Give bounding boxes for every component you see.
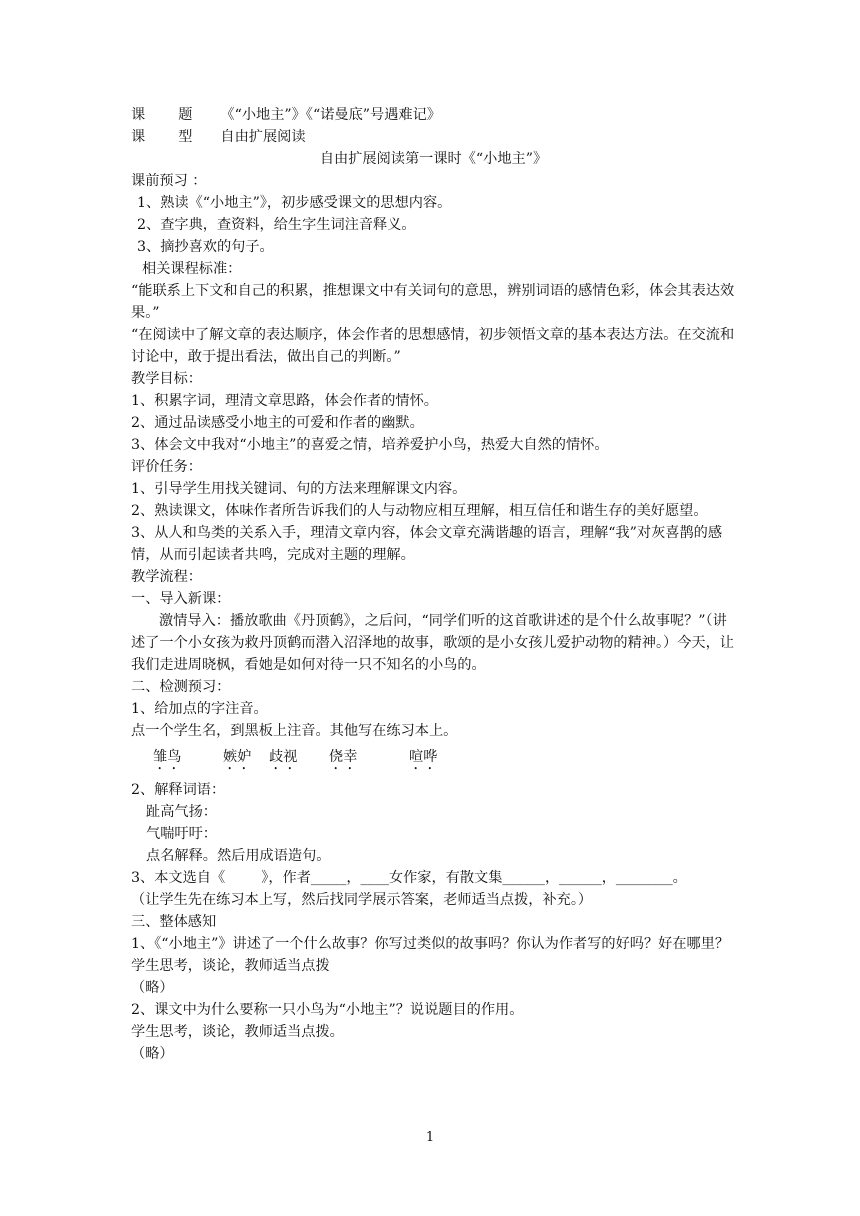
lesson-title: 自由扩展阅读第一课时《“小地主”》 xyxy=(319,151,548,167)
type-label-2: 型 xyxy=(178,129,193,145)
part2-q3-note: （让学生先在练习本上写，然后找同学展示答案，老师适当点拨，补充。） xyxy=(131,892,593,908)
part2-q1: 1、给加点的字注音。 xyxy=(131,701,268,717)
page-number: 1 xyxy=(425,1130,435,1145)
part2-q2: 2、解释词语： xyxy=(131,782,226,798)
type-label-1: 课 xyxy=(131,129,146,145)
pinyin-word-list xyxy=(131,746,736,773)
word-item: 嫉妒 xyxy=(223,749,252,765)
part2-q1-note: 点一个学生名，到黑板上注音。其他写在练习本上。 xyxy=(131,723,458,739)
type-value: 自由扩展阅读 xyxy=(220,129,306,145)
preview-item: 3、摘抄喜欢的句子。 xyxy=(137,239,274,255)
part2-q2-note: 点名解释。然后用成语造句。 xyxy=(146,848,331,864)
part1-heading: 一、导入新课： xyxy=(131,591,231,607)
word-item: 雏鸟 xyxy=(153,749,182,765)
task-item: 1、引导学生用找关键词、句的方法来理解课文内容。 xyxy=(131,481,467,497)
term-item: 气喘吁吁： xyxy=(146,826,217,842)
part3-q1: 1、《“小地主”》讲述了一个什么故事？你写过类似的故事吗？你认为作者写的好吗？好在哪里？ xyxy=(131,936,730,952)
goal-item: 3、体会文中我对“小地主”的喜爱之情，培养爱护小鸟，热爱大自然的情怀。 xyxy=(131,437,609,453)
part3-q1-note: 学生思考，谈论，教师适当点拨 xyxy=(131,958,330,974)
tasks-heading: 评价任务： xyxy=(131,459,202,475)
word-item: 侥幸 xyxy=(329,749,358,765)
part2-q3: 3、本文选自《 》，作者_____，____女作家，有散文集______，______，________。 xyxy=(131,870,687,886)
topic-label-2: 题 xyxy=(178,107,193,123)
preview-item: 2、查字典，查资料，给生字生词注音释义。 xyxy=(137,217,416,233)
task-item: 3、从人和鸟类的关系入手，理清文章内容，体会文章充满谐趣的语言，理解“我”对灰喜鹊的感情，从而引起读者共鸣，完成对主题的理解。 xyxy=(131,525,723,563)
preview-heading: 课前预习 ： xyxy=(131,173,207,189)
goal-item: 2、通过品读感受小地主的可爱和作者的幽默。 xyxy=(131,415,424,431)
topic-label-1: 课 xyxy=(131,107,146,123)
part3-heading: 三、整体感知 xyxy=(131,914,217,930)
topic-value: 《“小地主”》《“诺曼底”号遇难记》 xyxy=(220,107,441,123)
part3-q2-note: 学生思考，谈论，教师适当点拨。 xyxy=(131,1024,344,1040)
process-heading: 教学流程： xyxy=(131,569,202,585)
standards-quote-2: “在阅读中了解文章的表达顺序，体会作者的思想感情，初步领悟文章的基本表达方法。在交流和讨论中，敢于提出看法，做出自己的判断。” xyxy=(131,327,735,365)
goal-item: 1、积累字词，理清文章思路，体会作者的情怀。 xyxy=(131,393,438,409)
task-item: 2、熟读课文，体味作者所告诉我们的人与动物应相互理解，相互信任和谐生存的美好愿望。 xyxy=(131,503,708,519)
part2-heading: 二、检测预习： xyxy=(131,679,231,695)
document-body xyxy=(131,104,736,1065)
part3-q2: 2、课文中为什么要称一只小鸟为“小地主”？说说题目的作用。 xyxy=(131,1002,524,1018)
goals-heading: 教学目标： xyxy=(131,371,202,387)
part3-q2-answer: （略） xyxy=(131,1046,174,1062)
standards-quote-1: “能联系上下文和自己的积累，推想课文中有关词句的意思，辨别词语的感情色彩，体会其表达效果。” xyxy=(131,283,735,321)
word-item: 喧哗 xyxy=(409,749,438,765)
word-item: 歧视 xyxy=(269,749,298,765)
type-line xyxy=(131,126,736,148)
preview-item: 1、熟读《“小地主”》，初步感受课文的思想内容。 xyxy=(137,195,452,211)
part1-paragraph: 激情导入：播放歌曲《丹顶鹤》，之后问，“同学们听的这首歌讲述的是个什么故事呢？”（讲述了一个小女孩为救丹顶鹤而潜入沼泽地的故事，歌颂的是小女孩儿爱护动物的精神。）今天，让我们走进周晓枫，看她是如何对待一只不知名的小鸟的。 xyxy=(131,613,734,673)
term-item: 趾高气扬： xyxy=(146,804,217,820)
topic-line xyxy=(131,104,736,126)
part3-q1-answer: （略） xyxy=(131,980,174,996)
standards-heading: 相关课程标准： xyxy=(142,261,242,277)
